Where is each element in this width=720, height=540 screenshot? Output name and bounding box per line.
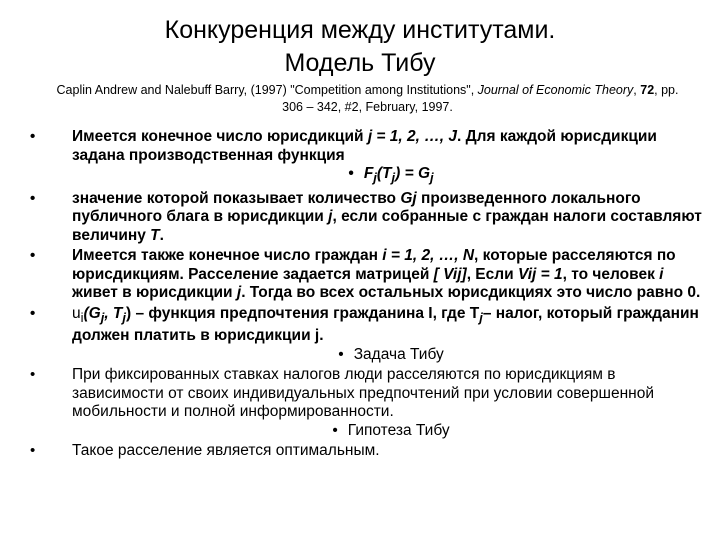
item-text: , которые расселяются по юрисдикциям. Расселение задается матрицей xyxy=(72,247,676,283)
list-item-formula xyxy=(30,165,710,188)
item-text: ) – функция предпочтения гражданина I, где T xyxy=(126,304,480,322)
list-item xyxy=(30,366,710,422)
bullet-icon: • xyxy=(30,247,36,265)
bullet-icon: • xyxy=(30,442,36,460)
item-sub: j xyxy=(479,309,483,325)
citation-volume: 72 xyxy=(640,83,655,97)
slide-title xyxy=(80,14,640,80)
citation-journal: Journal of Economic Theory xyxy=(477,83,634,97)
item-text: . Тогда во всех остальных юрисдикциях это число равно 0. xyxy=(241,284,701,302)
citation-authors: Caplin Andrew and Nalebuff Barry, (1997) "Competition among Institutions", xyxy=(56,83,478,97)
item-math: T xyxy=(150,226,160,244)
item-math: Gj xyxy=(400,189,417,207)
list-item xyxy=(30,442,710,461)
item-text: . Для каждой юрисдикции задана производственная функция xyxy=(72,128,657,164)
formula-part: (T xyxy=(376,165,392,182)
item-math: j xyxy=(236,284,242,302)
item-sub: i xyxy=(80,309,84,325)
formula-sub: j xyxy=(391,170,396,186)
item-text: Имеется также конечное число граждан xyxy=(72,247,383,265)
item-text: живет в юрисдикции xyxy=(72,284,237,302)
bullet-icon: • xyxy=(30,366,36,384)
list-item-heading xyxy=(30,346,710,365)
item-sub: j xyxy=(122,309,126,325)
formula-part: F xyxy=(363,165,374,182)
formula-sub: j xyxy=(430,170,434,186)
bullet-icon: • xyxy=(30,189,36,207)
item-text: , то человек xyxy=(562,265,660,283)
item-math: i = 1, 2, …, N xyxy=(382,247,475,265)
item-math: j = 1, 2, …, J xyxy=(367,128,457,145)
item-text: произведенного локального публичного блага в юрисдикции xyxy=(72,189,641,226)
bullet-icon: • xyxy=(338,345,344,363)
bullet-icon: • xyxy=(30,304,36,322)
formula-part: ) = G xyxy=(395,165,431,182)
title-line-1: Конкуренция между институтами. xyxy=(164,16,556,44)
item-text: . xyxy=(159,226,164,244)
item-math: [ Vij] xyxy=(433,265,467,283)
item-text: u xyxy=(72,304,81,322)
heading-text: Гипотеза Тибу xyxy=(347,421,450,439)
title-line-2: Модель Тибу xyxy=(284,49,436,77)
item-sub: j xyxy=(100,309,105,325)
list-item xyxy=(30,247,710,303)
bullet-list xyxy=(30,128,710,461)
citation-sep: , xyxy=(633,83,641,97)
heading-text: Задача Тибу xyxy=(353,345,444,363)
citation xyxy=(55,82,680,116)
item-text: При фиксированных ставках налогов люди расселяются по юрисдикциям в зависимости от своих индивидуальных предпочтений при условии совершенной мобильности и полной информированности. xyxy=(72,366,654,421)
item-text: , Если xyxy=(466,265,518,283)
list-item-heading xyxy=(30,422,710,441)
item-text: – налог, который гражданин должен платить в юрисдикции j. xyxy=(72,304,699,345)
item-math: (G xyxy=(83,304,101,322)
item-text: значение которой показывает количество xyxy=(72,189,401,207)
bullet-icon: • xyxy=(348,165,354,182)
formula-sub: j xyxy=(373,170,377,186)
bullet-icon: • xyxy=(30,128,36,145)
bullet-icon: • xyxy=(332,421,338,439)
item-text: Такое расселение является оптимальным. xyxy=(72,442,380,460)
item-math: , T xyxy=(104,304,123,322)
formula xyxy=(363,165,434,186)
item-text: , если собранные с граждан налоги составляют величину xyxy=(72,208,702,244)
item-math: Vij = 1 xyxy=(517,265,563,283)
list-item xyxy=(30,128,710,165)
list-item xyxy=(30,305,710,346)
item-text: Имеется конечное число юрисдикций xyxy=(72,128,368,145)
item-math: i xyxy=(659,265,664,283)
list-item xyxy=(30,190,710,246)
item-math: j xyxy=(328,208,333,226)
citation-pages: , pp. 306 – 342, #2, February, 1997. xyxy=(282,83,679,114)
